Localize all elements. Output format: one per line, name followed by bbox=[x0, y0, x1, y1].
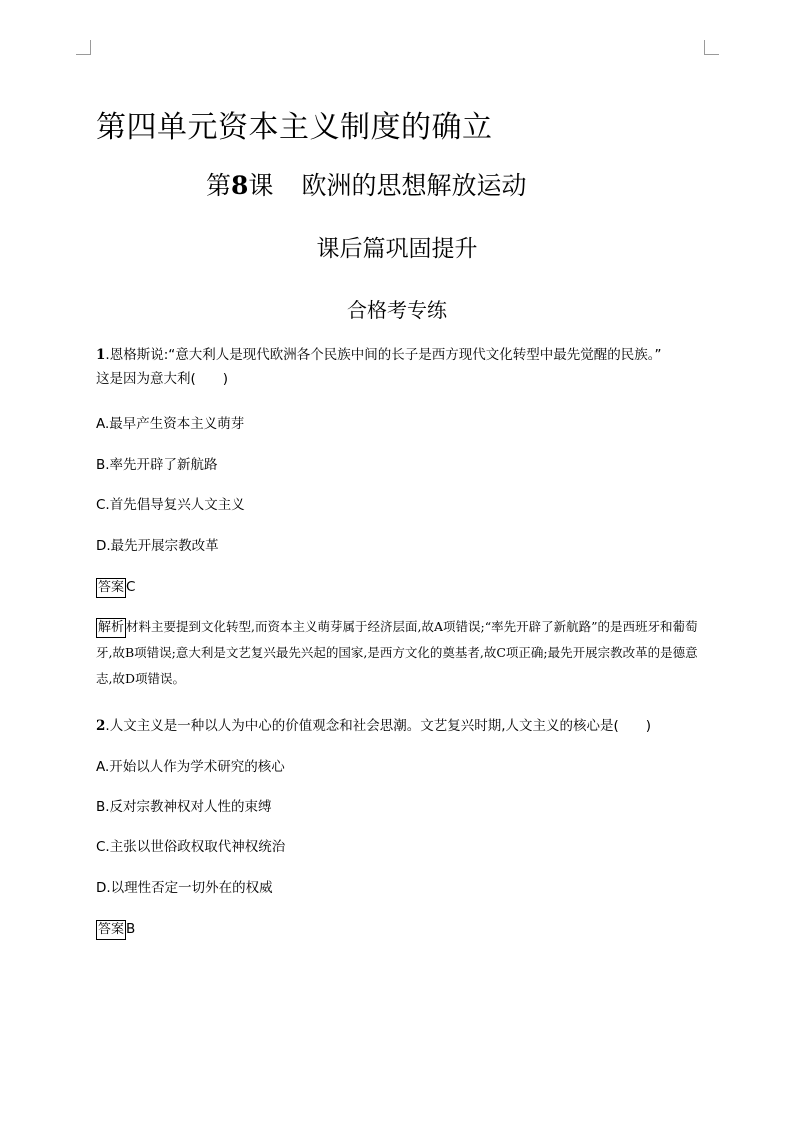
lesson-number: 8 bbox=[231, 171, 249, 200]
answer-value: C bbox=[126, 579, 136, 595]
lesson-suffix: 课 bbox=[248, 171, 274, 200]
question-number: 1 bbox=[96, 347, 106, 363]
analysis-1 bbox=[96, 614, 702, 692]
question-2 bbox=[96, 714, 706, 738]
question-number: 2 bbox=[96, 718, 106, 734]
answer-label: 答案 bbox=[96, 920, 126, 940]
question-text-continued: 这是因为意大利( ) bbox=[96, 371, 229, 387]
option-a: A.最早产生资本主义萌芽 bbox=[96, 416, 245, 432]
analysis-label: 解析 bbox=[96, 618, 126, 638]
option-b: B.反对宗教神权对人性的束缚 bbox=[96, 799, 272, 815]
crop-mark-top-left bbox=[76, 40, 91, 55]
lesson-prefix: 第 bbox=[206, 171, 232, 200]
lesson-name: 欧洲的思想解放运动 bbox=[301, 171, 527, 200]
answer-1 bbox=[96, 577, 135, 598]
option-c: C.主张以世俗政权取代神权统治 bbox=[96, 839, 286, 855]
lesson-title bbox=[206, 166, 526, 202]
sub-title: 合格考专练 bbox=[347, 298, 447, 322]
analysis-text: 材料主要提到文化转型,而资本主义萌芽属于经济层面,故A项错误;“率先开辟了新航路”的是西班牙和葡萄牙,故B项错误;意大利是文艺复兴最先兴起的国家,是西方文化的奠基者,故C项正确;最先开展宗教改革的是德意志,故D项错误。 bbox=[96, 619, 698, 686]
option-a: A.开始以人作为学术研究的核心 bbox=[96, 759, 285, 775]
option-b: B.率先开辟了新航路 bbox=[96, 457, 218, 473]
answer-value: B bbox=[126, 921, 136, 937]
section-title: 课后篇巩固提升 bbox=[316, 236, 478, 262]
option-d: D.最先开展宗教改革 bbox=[96, 538, 219, 554]
question-text: .人文主义是一种以人为中心的价值观念和社会思潮。文艺复兴时期,人文主义的核心是( ) bbox=[105, 718, 652, 734]
crop-mark-top-right bbox=[704, 40, 719, 55]
question-text: .恩格斯说:“意大利人是现代欧洲各个民族中间的长子是西方现代文化转型中最先觉醒的民族。” bbox=[105, 347, 662, 363]
answer-label: 答案 bbox=[96, 578, 126, 598]
unit-title: 第四单元资本主义制度的确立 bbox=[96, 110, 493, 145]
option-c: C.首先倡导复兴人文主义 bbox=[96, 497, 245, 513]
question-1 bbox=[96, 343, 706, 391]
answer-2 bbox=[96, 919, 135, 940]
option-d: D.以理性否定一切外在的权威 bbox=[96, 880, 273, 896]
